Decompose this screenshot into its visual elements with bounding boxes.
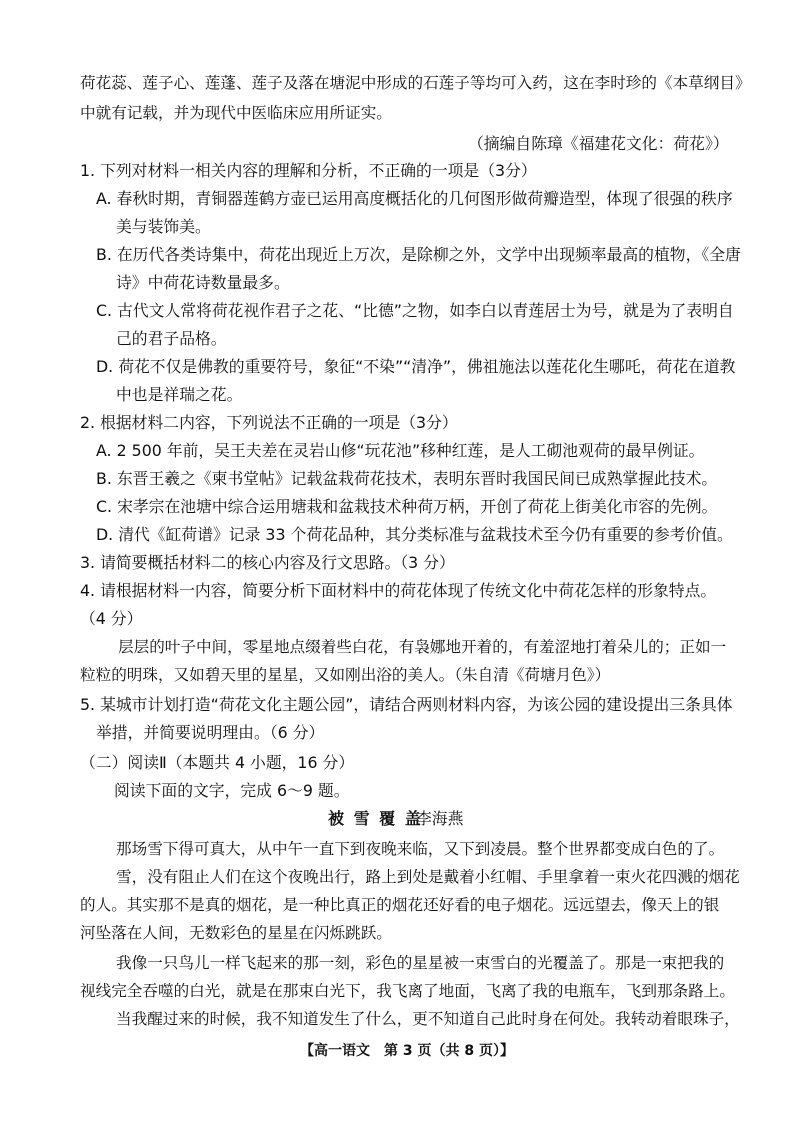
- material1-line: 荷花蕊、莲子心、莲蓬、莲子及落在塘泥中形成的石莲子等均可入药，这在李时珍的《本草纲目》: [80, 74, 751, 92]
- story-paragraph-line: 视线完全吞噬的白光，就是在那束白光下，我飞离了地面，飞离了我的电瓶车，飞到那条路上。: [80, 982, 735, 1000]
- story-paragraph-line: 的人。其实那不是真的烟花，是一种比真正的烟花还好看的电子烟花。远远望去，像天上的银: [80, 896, 720, 914]
- question-2-stem: 2. 根据材料二内容，下列说法不正确的一项是（3分）: [80, 413, 458, 432]
- story-author: 李海燕: [416, 809, 464, 828]
- question-2-option-c: C. 宋孝宗在池塘中综合运用塘栽和盆栽技术种荷万柄，开创了荷花上街美化市容的先例。: [96, 497, 718, 516]
- story-paragraph-line: 当我醒过来的时候，我不知道发生了什么，更不知道自己此时身在何处。我转动着眼珠子，: [116, 1010, 740, 1028]
- page-footer: 【高一语文 第 3 页（共 8 页）】: [300, 1043, 514, 1059]
- question-1-stem: 1. 下列对材料一相关内容的理解和分析，不正确的一项是（3分）: [80, 161, 537, 180]
- story-paragraph-line: 我像一只鸟儿一样飞起来的那一刻，彩色的星星被一束雪白的光覆盖了。那是一束把我的: [116, 954, 725, 972]
- question-5-stem-cont: 举措，并简要说明理由。（6 分）: [96, 723, 325, 742]
- section-heading: （二）阅读Ⅱ（本题共 4 小题，16 分）: [80, 753, 355, 772]
- question-4-stem: 4. 请根据材料一内容，简要分析下面材料中的荷花体现了传统文化中荷花怎样的形象特点。: [80, 581, 717, 600]
- story-paragraph-line: 河坠落在人间，无数彩色的星星在闪烁跳跃。: [80, 924, 392, 942]
- story-paragraph-line: 那场雪下得可真大，从中午一直下到夜晚来临，又下到凌晨。整个世界都变成白色的了。: [116, 840, 725, 858]
- question-4-stem-cont: （4 分）: [80, 609, 143, 628]
- section-instruction: 阅读下面的文字，完成 6～9 题。: [114, 781, 350, 800]
- material1-source: （摘编自陈璋《福建花文化：荷花》）: [468, 134, 729, 153]
- question-1-option-b: B. 在历代各类诗集中，荷花出现近上万次，是除柳之外，文学中出现频率最高的植物，《全唐: [96, 245, 741, 264]
- question-2-option-a: A. 2 500 年前，吴王夫差在灵岩山修“玩花池”移种红莲，是人工砌池观荷的最早例证。: [96, 441, 705, 460]
- story-paragraph-line: 雪，没有阻止人们在这个夜晚出行，路上到处是戴着小红帽、手里拿着一束火花四溅的烟花: [116, 868, 740, 886]
- material1-line: 中就有记载，并为现代中医临床应用所证实。: [80, 104, 392, 122]
- question-1-option-d: D. 荷花不仅是佛教的重要符号，象征“不染”“清净”，佛祖施法以莲花化生哪吒，荷花在道教: [96, 357, 736, 376]
- question-1-option-c: C. 古代文人常将荷花视作君子之花、“比德”之物，如李白以青莲居士为号，就是为了表明自: [96, 301, 734, 320]
- question-1-option-a: A. 春秋时期，青铜器莲鹤方壶已运用高度概括化的几何图形做荷瓣造型，体现了很强的秩序: [96, 189, 733, 208]
- question-2-option-d: D. 清代《缸荷谱》记录 33 个荷花品种，其分类标准与盆栽技术至今仍有重要的参考价值。: [96, 525, 733, 544]
- question-4-quote: 层层的叶子中间，零星地点缀着些白花，有袅娜地开着的，有羞涩地打着朵儿的；正如一: [118, 638, 727, 656]
- question-1-option-d-cont: 中也是祥瑞之花。: [116, 385, 243, 404]
- question-4-quote-cont: 粒粒的明珠，又如碧天里的星星，又如刚出浴的美人。（朱自清《荷塘月色》）: [80, 666, 611, 684]
- question-1-option-b-cont: 诗》中荷花诗数量最多。: [116, 273, 290, 292]
- question-3-stem: 3. 请简要概括材料二的核心内容及行文思路。（3 分）: [80, 553, 455, 572]
- question-5-stem: 5. 某城市计划打造“荷花文化主题公园”，请结合两则材料内容，为该公园的建设提出三条具体: [80, 695, 733, 714]
- story-title: 被 雪 覆 盖: [328, 809, 423, 828]
- question-2-option-b: B. 东晋王羲之《柬书堂帖》记载盆栽荷花技术，表明东晋时我国民间已成熟掌握此技术。: [96, 469, 718, 488]
- question-1-option-c-cont: 己的君子品格。: [116, 329, 227, 348]
- question-1-option-a-cont: 美与装饰美。: [116, 217, 211, 236]
